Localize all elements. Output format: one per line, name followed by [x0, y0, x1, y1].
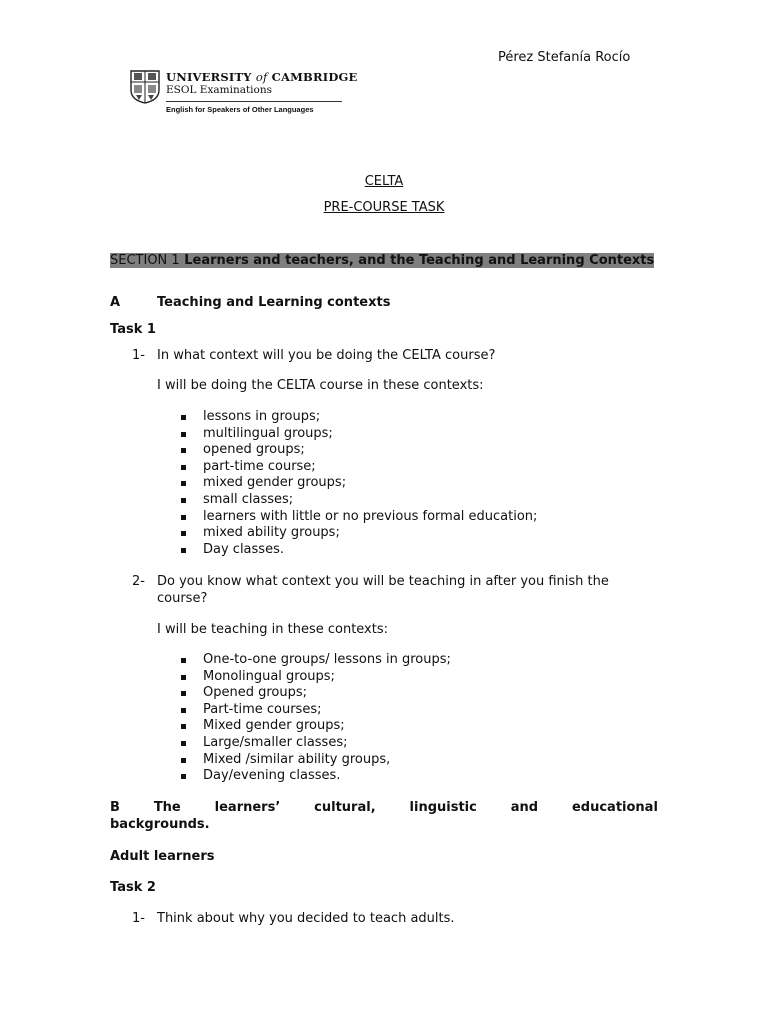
- question-number: 1-: [132, 911, 145, 926]
- heading-word: cultural,: [314, 800, 376, 815]
- question-number: 2-: [132, 574, 145, 589]
- list-item: Mixed /similar ability groups,: [178, 752, 451, 769]
- question-text: In what context will you be doing the CELTA course?: [157, 348, 496, 363]
- logo-university-text: UNIVERSITY of CAMBRIDGE: [166, 70, 358, 84]
- part-b-heading-continued: backgrounds.: [110, 817, 210, 832]
- cambridge-esol-logo: [130, 70, 358, 116]
- adult-learners-heading: Adult learners: [110, 849, 215, 864]
- list-item: Monolingual groups;: [178, 669, 451, 686]
- question-text: Do you know what context you will be teaching in after you finish the: [157, 574, 609, 589]
- list-item: Part-time courses;: [178, 702, 451, 719]
- list-item: mixed ability groups;: [178, 525, 537, 542]
- question-text: Think about why you decided to teach adults.: [157, 911, 455, 926]
- list-item: Large/smaller classes;: [178, 735, 451, 752]
- heading-word: The: [153, 800, 181, 815]
- list-item: opened groups;: [178, 442, 537, 459]
- heading-word: learners’: [214, 800, 281, 815]
- heading-word: and: [510, 800, 539, 815]
- list-item: Opened groups;: [178, 685, 451, 702]
- question-number: 1-: [132, 348, 145, 363]
- heading-word: educational: [571, 800, 658, 815]
- author-name: Pérez Stefanía Rocío: [498, 50, 631, 65]
- part-b-heading: [110, 800, 658, 815]
- section-title: Learners and teachers, and the Teaching and Learning Contexts: [184, 253, 655, 268]
- list-item: Day/evening classes.: [178, 768, 451, 785]
- question-text-continued: course?: [157, 591, 208, 606]
- logo-tagline: English for Speakers of Other Languages: [166, 105, 314, 114]
- list-item: Day classes.: [178, 542, 537, 559]
- part-a-heading: Teaching and Learning contexts: [157, 295, 391, 310]
- list-item: lessons in groups;: [178, 409, 537, 426]
- answer-intro: I will be doing the CELTA course in these contexts:: [157, 378, 484, 393]
- answer-intro: I will be teaching in these contexts:: [157, 622, 389, 637]
- document-title: CELTA: [364, 174, 404, 189]
- list-item: learners with little or no previous formal education;: [178, 509, 537, 526]
- logo-esol-text: ESOL Examinations: [166, 84, 273, 96]
- logo-divider: [166, 101, 342, 102]
- task-1-heading: Task 1: [110, 322, 156, 337]
- task-2-heading: Task 2: [110, 880, 156, 895]
- part-a-letter: A: [110, 295, 121, 310]
- list-item: One-to-one groups/ lessons in groups;: [178, 652, 451, 669]
- list-item: mixed gender groups;: [178, 475, 537, 492]
- list-item: Mixed gender groups;: [178, 718, 451, 735]
- section-heading: [110, 252, 658, 269]
- list-item: small classes;: [178, 492, 537, 509]
- heading-word: B: [110, 800, 120, 815]
- section-label: SECTION 1: [110, 253, 180, 268]
- heading-word: linguistic: [409, 800, 477, 815]
- context-list-celta: [178, 409, 537, 558]
- list-item: part-time course;: [178, 459, 537, 476]
- context-list-future: [178, 652, 451, 785]
- document-subtitle: PRE-COURSE TASK: [323, 200, 445, 215]
- list-item: multilingual groups;: [178, 426, 537, 443]
- university-crest-icon: [130, 70, 160, 104]
